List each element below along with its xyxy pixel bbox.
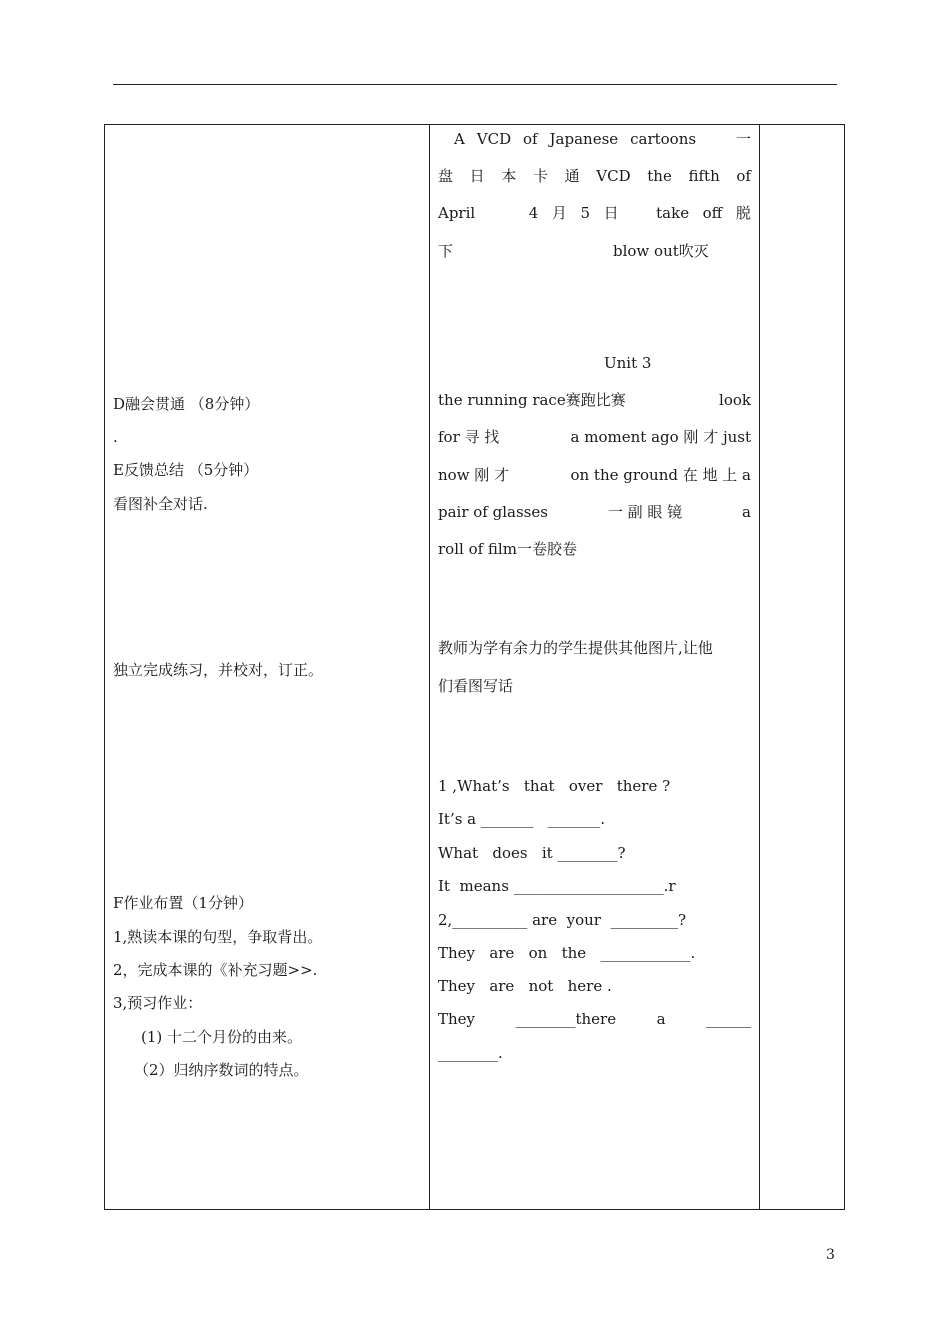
exercise-line: They are not here . xyxy=(438,977,612,995)
vocab-line: A VCD of Japanese cartoons 一 xyxy=(454,130,751,148)
vocab-line: for 寻 找 a moment ago 刚 才 just xyxy=(438,428,751,446)
vocab-line: the running race赛跑比赛 look xyxy=(438,391,751,409)
dot-marker: . xyxy=(113,428,118,446)
exercise-line: ________. xyxy=(438,1044,503,1062)
teacher-note-line: 教师为学有余力的学生提供其他图片,让他 xyxy=(438,639,713,657)
vocab-line: roll of film一卷胶卷 xyxy=(438,540,577,558)
column-divider-1 xyxy=(429,124,430,1210)
homework-item-3: 3,预习作业： xyxy=(113,994,203,1012)
section-d-heading: D融会贯通 （8分钟） xyxy=(113,395,260,413)
independent-practice-text: 独立完成练习，并校对，订正。 xyxy=(113,661,324,679)
teacher-note-line: 们看图写话 xyxy=(438,677,514,695)
preview-item-2: （2）归纳序数词的特点。 xyxy=(134,1061,309,1079)
look-and-complete-text: 看图补全对话. xyxy=(113,495,208,513)
homework-item-2: 2，完成本课的《补充习题>>. xyxy=(113,961,318,979)
vocab-line: 下 xyxy=(438,242,454,260)
vocab-line: 盘 日 本 卡 通 VCD the fifth of xyxy=(438,167,751,185)
vocab-line: blow out吹灭 xyxy=(613,242,709,260)
homework-item-1: 1,熟读本课的句型，争取背出。 xyxy=(113,928,323,946)
preview-item-1: (1) 十二个月份的由来。 xyxy=(141,1028,303,1046)
vocab-line: now 刚 才 on the ground 在 地 上 a xyxy=(438,466,751,484)
header-rule xyxy=(113,84,837,85)
exercise-line: 2,__________ are your _________? xyxy=(438,911,687,929)
section-e-heading: E反馈总结 （5分钟） xyxy=(113,461,259,479)
exercise-line: It’s a _______ _______. xyxy=(438,810,605,828)
section-f-heading: F作业布置（1分钟） xyxy=(113,894,253,912)
vocab-line: pair of glasses 一 副 眼 镜 a xyxy=(438,503,751,521)
exercise-line: They ________there a ______ xyxy=(438,1010,751,1028)
right-cell xyxy=(760,124,844,1210)
exercise-line: What does it ________? xyxy=(438,844,626,862)
exercise-line: It means ____________________.r xyxy=(438,877,676,895)
page-number: 3 xyxy=(826,1247,835,1263)
unit-heading: Unit 3 xyxy=(604,354,652,372)
exercise-line: They are on the ____________. xyxy=(438,944,696,962)
vocab-line: April 4 月 5 日 take off 脱 xyxy=(438,204,751,222)
exercise-line: 1 ,What’s that over there ? xyxy=(438,777,671,795)
